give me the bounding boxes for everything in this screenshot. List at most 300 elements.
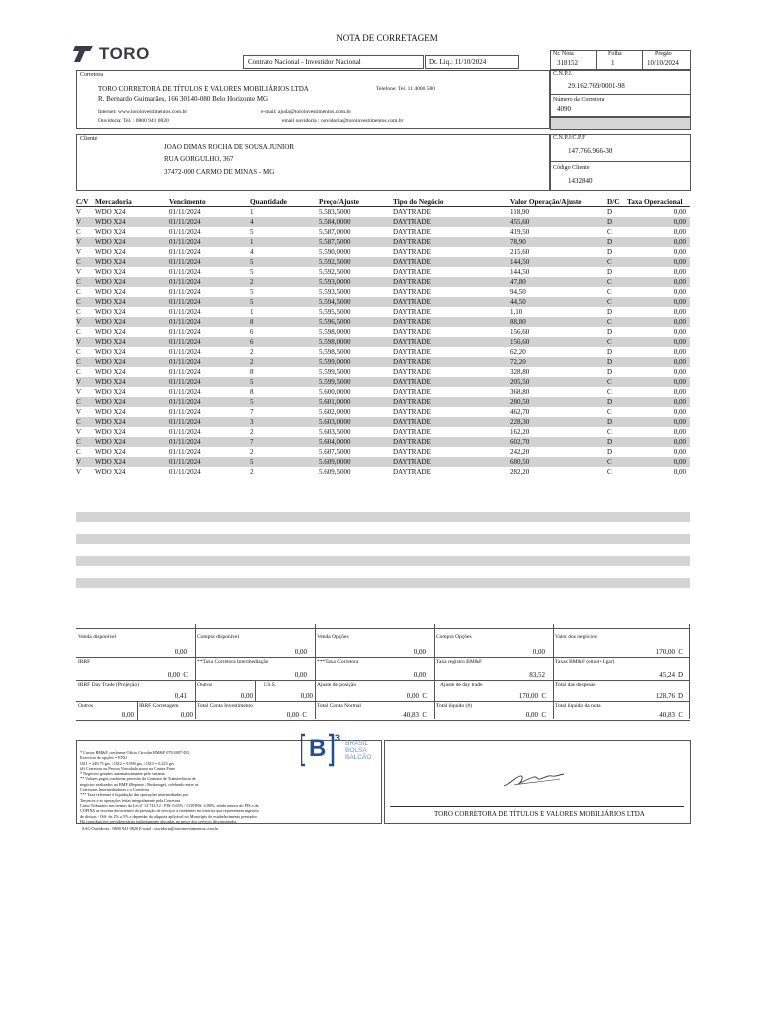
taxa-corretora-label: ***Taxa Corretora xyxy=(317,659,359,665)
empty-row-stripe xyxy=(76,556,690,566)
table-cell: 01/11/2024 xyxy=(169,397,250,407)
table-cell: 4 xyxy=(250,248,254,256)
b3-sup: 3 xyxy=(335,733,341,743)
table-cell: 0,00 xyxy=(627,237,690,247)
table-cell: 72,20 xyxy=(510,357,607,367)
ajuste-posicao-label: Ajuste de posição xyxy=(317,682,357,688)
total-liquido-nota-dc: C xyxy=(678,711,683,719)
table-cell: 0,00 xyxy=(627,257,690,267)
table-cell: 94,50 xyxy=(510,288,526,296)
note-line: Há contribuições previdenciárias indiretamente alocadas no preço dos serviços discriminados. xyxy=(80,818,238,824)
table-cell: D xyxy=(607,348,613,356)
table-row xyxy=(76,247,690,257)
table-cell: 5 xyxy=(250,288,254,296)
table-cell: WDO X24 xyxy=(95,457,169,467)
table-cell: WDO X24 xyxy=(95,317,169,327)
contract-text: Contrato Nacional - Investidor Nacional xyxy=(248,58,361,66)
table-cell: 0,00 xyxy=(673,228,686,236)
table-cell: 01/11/2024 xyxy=(169,237,250,247)
taxa-intermediacao-label: **Taxa Corretora Intermediação xyxy=(197,659,269,665)
table-cell: DAYTRADE xyxy=(393,337,510,347)
table-cell: 01/11/2024 xyxy=(169,208,201,216)
table-cell: 5.587,0000 xyxy=(319,228,351,236)
table-cell: 2 xyxy=(250,468,254,476)
valor-negocios-label: Valor dos negócios xyxy=(555,634,597,640)
table-cell: 88,80 xyxy=(510,317,607,327)
table-row xyxy=(76,227,690,237)
taxas-bmf-dc: D xyxy=(677,671,683,679)
table-cell: 0,00 xyxy=(673,408,686,416)
total-liquido-value: 0,00 xyxy=(525,711,538,719)
outros2-cell xyxy=(76,702,137,720)
client-street: RUA GORGULHO, 367 xyxy=(164,155,234,163)
broker-number: 4090 xyxy=(557,105,571,113)
table-cell: C xyxy=(607,388,612,396)
table-cell: 0,00 xyxy=(627,277,690,287)
table-cell: 0,00 xyxy=(673,308,686,316)
taxa-intermediacao-cell xyxy=(195,658,315,680)
broker-gray-bar xyxy=(550,117,691,130)
table-cell: 01/11/2024 xyxy=(169,468,201,476)
total-liquido-dc: C xyxy=(541,711,546,719)
note-line: *** Taxa referente à liquidação das operações intermediadas por xyxy=(80,792,189,798)
liq-date-box xyxy=(425,55,519,69)
table-cell: 01/11/2024 xyxy=(169,337,250,347)
table-cell: 0,00 xyxy=(673,248,686,256)
table-cell: 0,00 xyxy=(627,297,690,307)
table-cell: C xyxy=(607,277,627,287)
table-cell: V xyxy=(76,217,95,227)
irrf-value: 0,00 xyxy=(167,671,180,679)
broker-section-label: Corretora xyxy=(80,72,103,78)
total-despesas-dc: D xyxy=(677,692,683,700)
table-cell: 2 xyxy=(250,448,254,456)
table-cell: DAYTRADE xyxy=(393,457,510,467)
table-row xyxy=(76,287,690,297)
table-cell: DAYTRADE xyxy=(393,317,510,327)
table-cell: C xyxy=(607,257,627,267)
broker-email-ouvidoria: email ouvidoria : ouvidoria@toroinvestimentos.com.br xyxy=(282,118,404,124)
table-cell: D xyxy=(607,308,613,316)
table-cell: 2 xyxy=(250,357,319,367)
ajuste-daytrade-label: Ajuste de day trade xyxy=(440,682,483,688)
broker-number-label: Número da Corretora xyxy=(553,97,605,103)
client-city: 37472-000 CARMO DE MINAS - MG xyxy=(164,168,275,176)
table-cell: 0,00 xyxy=(673,268,686,276)
table-cell: WDO X24 xyxy=(95,328,126,336)
table-cell: 228,30 xyxy=(510,417,607,427)
table-cell: C xyxy=(607,428,612,436)
taxas-bmf-label: Taxas BM&F (emol+f.gar) xyxy=(555,659,615,665)
table-cell: 5.604,0000 xyxy=(319,437,393,447)
table-cell: V xyxy=(76,457,95,467)
table-cell: D xyxy=(607,448,613,456)
venda-disponivel-cell xyxy=(76,633,195,657)
col-tipo: Tipo do Negócio xyxy=(393,197,510,207)
table-cell: D xyxy=(607,237,627,247)
venda-disponivel-label: Venda disponível xyxy=(78,634,117,640)
table-cell: C xyxy=(607,408,612,416)
client-section-label: Cliente xyxy=(80,136,98,142)
table-cell: 0,00 xyxy=(673,428,686,436)
valor-negocios-cell xyxy=(553,633,683,657)
table-cell: 5 xyxy=(250,228,254,236)
ajuste-daytrade-value: 170,00 xyxy=(518,692,538,700)
table-cell: 5.609,5000 xyxy=(319,468,351,476)
table-row xyxy=(76,467,690,477)
table-cell: C xyxy=(76,308,81,316)
venda-disponivel-value: 0,00 xyxy=(174,648,187,656)
irrf-corretagem-cell xyxy=(137,702,195,720)
contract-box xyxy=(243,55,424,69)
b3-line3: BALCÃO xyxy=(345,754,372,761)
table-row xyxy=(76,387,690,397)
table-cell: C xyxy=(607,468,612,476)
table-row xyxy=(76,327,690,337)
table-cell: 3 xyxy=(250,417,319,427)
note-line: COFINS as receitas decorrentes da prestação de serviços a residentes no exterior que representem ingresso xyxy=(80,808,259,814)
table-cell: V xyxy=(76,428,82,436)
table-cell: 144,50 xyxy=(510,257,607,267)
table-cell: 462,70 xyxy=(510,408,530,416)
table-cell: 01/11/2024 xyxy=(169,328,201,336)
table-cell: D xyxy=(607,357,627,367)
table-cell: DAYTRADE xyxy=(393,437,510,447)
table-cell: 1 xyxy=(250,237,319,247)
client-name: JOAO DIMAS ROCHA DE SOUSA JUNIOR xyxy=(164,143,295,151)
folha-label: Folha xyxy=(608,51,622,57)
table-cell: 0,00 xyxy=(673,388,686,396)
table-cell: C xyxy=(607,317,627,327)
table-cell: D xyxy=(607,208,613,216)
compra-opcoes-value: 0,00 xyxy=(532,648,545,656)
table-cell: 44,50 xyxy=(510,297,607,307)
broker-ouvidoria: Ouvidoria: Tel. : 0800 941 0820 xyxy=(98,118,169,124)
table-row xyxy=(76,417,690,427)
iss-cell xyxy=(256,681,315,701)
table-row xyxy=(76,457,690,467)
table-cell: 01/11/2024 xyxy=(169,288,201,296)
table-cell: 0,00 xyxy=(627,357,690,367)
table-cell: DAYTRADE xyxy=(393,268,431,276)
table-cell: 01/11/2024 xyxy=(169,257,250,267)
table-cell: 01/11/2024 xyxy=(169,428,201,436)
table-cell: 5.590,0000 xyxy=(319,248,351,256)
table-cell: WDO X24 xyxy=(95,417,169,427)
outros2-value: 0,00 xyxy=(121,711,134,719)
table-row xyxy=(76,297,690,307)
table-cell: 47,80 xyxy=(510,277,607,287)
col-preco: Preço/Ajuste xyxy=(319,197,393,207)
table-cell: 62,20 xyxy=(510,348,526,356)
table-cell: 368,80 xyxy=(510,388,530,396)
b3-mark: B xyxy=(309,735,327,762)
table-cell: V xyxy=(76,468,82,476)
signature-company: TORO CORRETORA DE TÍTULOS E VALORES MOBILIÁRIOS LTDA xyxy=(434,810,645,818)
empty-row-stripe xyxy=(76,578,690,588)
col-vencimento: Vencimento xyxy=(169,197,250,207)
table-cell: C xyxy=(76,348,81,356)
outros1-value: 0,00 xyxy=(240,692,253,700)
table-cell: 5.607,5000 xyxy=(319,448,351,456)
table-cell: 8 xyxy=(250,388,254,396)
table-cell: WDO X24 xyxy=(95,257,169,267)
ajuste-daytrade-cell xyxy=(434,681,546,701)
table-cell: 5 xyxy=(250,457,319,467)
table-cell: WDO X24 xyxy=(95,237,169,247)
toro-logo xyxy=(73,43,150,65)
table-cell: V xyxy=(76,237,95,247)
table-cell: 144,50 xyxy=(510,268,530,276)
taxa-registro-value: 83,52 xyxy=(529,671,545,679)
table-cell: 01/11/2024 xyxy=(169,228,201,236)
broker-phone: Telefone: Tel. 11 4000 580 xyxy=(376,86,435,92)
table-cell: 7 xyxy=(250,437,319,447)
table-cell: C xyxy=(76,357,95,367)
table-cell: WDO X24 xyxy=(95,248,126,256)
table-cell: 5.599,5000 xyxy=(319,377,393,387)
taxa-corretora-cell xyxy=(315,658,434,680)
table-cell: 5 xyxy=(250,377,319,387)
taxa-corretora-value: 0,00 xyxy=(413,671,426,679)
legal-notes xyxy=(80,750,380,824)
table-cell: 5.603,0000 xyxy=(319,417,393,427)
note-line: Terceiros e as operações feitas integralmente pela Corretora xyxy=(80,797,181,803)
table-cell: DAYTRADE xyxy=(393,468,431,476)
table-cell: 5.592,5000 xyxy=(319,257,393,267)
footer-contact: SAC/Ouvidoria : 0800 941 0820 E-mail : ouvidoria@toroinvestimentos.com.br xyxy=(82,826,219,831)
table-cell: WDO X24 xyxy=(95,437,169,447)
broker-name: TORO CORRETORA DE TÍTULOS E VALORES MOBILIÁRIOS LTDA xyxy=(98,85,309,93)
table-cell: DAYTRADE xyxy=(393,448,431,456)
broker-box xyxy=(76,70,550,129)
table-row xyxy=(76,347,690,357)
irrf-daytrade-value: 0,41 xyxy=(174,692,187,700)
table-row xyxy=(76,357,690,367)
compra-disponivel-cell xyxy=(195,633,315,657)
table-cell: WDO X24 xyxy=(95,277,169,287)
table-cell: D xyxy=(607,217,627,227)
cnpj-label: C.N.P.J. xyxy=(553,71,573,77)
table-cell: DAYTRADE xyxy=(393,348,431,356)
total-liquido-cell xyxy=(434,702,546,720)
table-cell: 1 xyxy=(250,308,254,316)
table-cell: 5 xyxy=(250,268,254,276)
table-cell: 5 xyxy=(250,297,319,307)
table-row xyxy=(76,267,690,277)
table-cell: DAYTRADE xyxy=(393,368,431,376)
table-cell: 0,00 xyxy=(627,437,690,447)
table-cell: C xyxy=(607,297,627,307)
table-cell: 156,60 xyxy=(510,328,530,336)
table-cell: 0,00 xyxy=(627,337,690,347)
table-cell: DAYTRADE xyxy=(393,217,510,227)
table-cell: 5.598,5000 xyxy=(319,348,351,356)
table-row xyxy=(76,447,690,457)
table-cell: 5.603,5000 xyxy=(319,428,351,436)
table-cell: D xyxy=(607,368,613,376)
compra-opcoes-label: Compra Opções xyxy=(436,634,472,640)
table-cell: WDO X24 xyxy=(95,368,126,376)
table-cell: 4 xyxy=(250,217,319,227)
table-row xyxy=(76,217,690,227)
note-line: * Negócios gerados automaticamente pelo sistema xyxy=(80,771,165,777)
b3-line1: BRASIL xyxy=(345,740,369,747)
table-cell: 01/11/2024 xyxy=(169,217,250,227)
table-cell: 602,70 xyxy=(510,437,607,447)
table-cell: WDO X24 xyxy=(95,268,126,276)
table-cell: 242,20 xyxy=(510,448,530,456)
table-cell: 280,50 xyxy=(510,397,607,407)
note-info-box xyxy=(550,50,691,70)
table-cell: C xyxy=(76,448,81,456)
taxa-registro-cell xyxy=(434,658,553,680)
toro-logo-icon xyxy=(73,44,95,64)
table-cell: 01/11/2024 xyxy=(169,357,250,367)
table-cell: 01/11/2024 xyxy=(169,457,250,467)
table-cell: 5.599,0000 xyxy=(319,357,393,367)
table-row xyxy=(76,407,690,417)
compra-opcoes-cell xyxy=(434,633,553,657)
table-cell: DAYTRADE xyxy=(393,288,431,296)
total-investimento-dc: C xyxy=(302,711,307,719)
table-cell: 0,00 xyxy=(673,208,686,216)
outros2-label: Outros xyxy=(78,703,93,709)
table-cell: 01/11/2024 xyxy=(169,408,201,416)
total-normal-value: 40,83 xyxy=(403,711,419,719)
table-row xyxy=(76,237,690,247)
table-cell: 5 xyxy=(250,397,319,407)
table-cell: WDO X24 xyxy=(95,297,169,307)
table-row xyxy=(76,307,690,317)
cpf-value: 147.766.966-30 xyxy=(568,147,613,155)
table-cell: DAYTRADE xyxy=(393,237,510,247)
table-cell: 5.598,0000 xyxy=(319,337,393,347)
table-cell: DAYTRADE xyxy=(393,428,431,436)
table-cell: 0,00 xyxy=(627,457,690,467)
table-cell: 01/11/2024 xyxy=(169,317,250,327)
table-cell: DAYTRADE xyxy=(393,208,431,216)
table-row xyxy=(76,337,690,347)
table-cell: 01/11/2024 xyxy=(169,277,250,287)
table-cell: 6 xyxy=(250,337,319,347)
compra-disponivel-value: 0,00 xyxy=(294,648,307,656)
table-cell: DAYTRADE xyxy=(393,377,510,387)
liq-date: Dt. Liq.: 11/10/2024 xyxy=(429,58,487,66)
table-cell: V xyxy=(76,317,95,327)
table-cell: V xyxy=(76,377,95,387)
irrf-daytrade-label: IRRF Day Trade (Projeção) xyxy=(78,682,139,688)
table-cell: C xyxy=(76,228,81,236)
col-dc: D/C xyxy=(607,197,627,207)
col-valor: Valor Operação/Ajuste xyxy=(510,197,607,207)
note-line: negócios realizados na BMF (Repasse / Brokerage), celebrado entre as xyxy=(80,781,199,787)
table-cell: 01/11/2024 xyxy=(169,417,250,427)
total-despesas-label: Total das despesas xyxy=(555,682,596,688)
table-cell: 1,10 xyxy=(510,308,523,316)
irrf-corretagem-label: IRRF Corretagem xyxy=(139,703,179,709)
table-cell: 0,00 xyxy=(627,417,690,427)
table-cell: 2 xyxy=(250,428,254,436)
table-cell: V xyxy=(76,388,82,396)
table-cell: D xyxy=(607,328,613,336)
note-line: Corretoras Intermediadoras e a Corretora xyxy=(80,787,149,793)
table-cell: D xyxy=(607,417,627,427)
client-id-box xyxy=(550,134,691,191)
table-cell: 01/11/2024 xyxy=(169,437,250,447)
total-normal-cell xyxy=(315,702,427,720)
table-cell: 0,00 xyxy=(627,217,690,227)
note-line: Exercício de opções = ENO xyxy=(80,755,127,761)
table-cell: 5.587,5000 xyxy=(319,237,393,247)
table-row xyxy=(76,317,690,327)
pregao-value: 10/10/2024 xyxy=(647,59,679,67)
irrf-daytrade-cell xyxy=(76,681,195,701)
venda-opcoes-label: Venda Opções xyxy=(317,634,349,640)
table-cell: D xyxy=(607,268,613,276)
table-cell: DAYTRADE xyxy=(393,257,510,267)
table-cell: DAYTRADE xyxy=(393,248,431,256)
table-cell: C xyxy=(76,257,95,267)
table-cell: DAYTRADE xyxy=(393,328,431,336)
table-cell: WDO X24 xyxy=(95,388,126,396)
folha-value: 1 xyxy=(611,59,615,67)
table-cell: WDO X24 xyxy=(95,397,169,407)
table-cell: 419,50 xyxy=(510,228,530,236)
table-cell: 7 xyxy=(250,408,254,416)
table-cell: 162,20 xyxy=(510,428,530,436)
table-cell: 01/11/2024 xyxy=(169,308,201,316)
outros1-cell xyxy=(195,681,255,701)
table-cell: C xyxy=(607,377,627,387)
table-cell: 5.602,0000 xyxy=(319,408,351,416)
cnpj-value: 29.162.769/0001-98 xyxy=(568,82,625,90)
taxa-intermediacao-value: 0,00 xyxy=(294,671,307,679)
table-cell: 0,00 xyxy=(673,348,686,356)
table-cell: 2 xyxy=(250,277,319,287)
table-row xyxy=(76,437,690,447)
table-cell: 5.596,5000 xyxy=(319,317,393,327)
table-row xyxy=(76,257,690,267)
table-cell: 5.600,0000 xyxy=(319,388,351,396)
table-cell: 2 xyxy=(250,348,254,356)
table-cell: 8 xyxy=(250,317,319,327)
table-row xyxy=(76,277,690,287)
table-row xyxy=(76,377,690,387)
nota-label: Nr. Nota xyxy=(553,51,574,57)
table-cell: 5.594,5000 xyxy=(319,297,393,307)
outros1-label: Outros xyxy=(197,682,212,688)
table-cell: V xyxy=(76,408,82,416)
total-liquido-label: Total líquido (#) xyxy=(436,703,472,709)
irrf-cell xyxy=(76,658,188,680)
broker-cnpj-box xyxy=(550,70,691,117)
total-liquido-nota-label: Total líquido da nota xyxy=(555,703,601,709)
table-cell: WDO X24 xyxy=(95,337,169,347)
table-cell: 0,00 xyxy=(673,368,686,376)
total-despesas-value: 128,76 xyxy=(655,692,675,700)
table-cell: C xyxy=(607,228,612,236)
table-cell: 282,20 xyxy=(510,468,530,476)
total-despesas-cell xyxy=(553,681,683,701)
table-cell: 205,50 xyxy=(510,377,607,387)
trades-table xyxy=(76,197,690,477)
table-cell: 78,90 xyxy=(510,237,607,247)
table-cell: 01/11/2024 xyxy=(169,388,201,396)
irrf-label: IRRF xyxy=(78,659,91,665)
taxas-bmf-value: 45,24 xyxy=(659,671,675,679)
col-cv: C/V xyxy=(76,197,95,207)
